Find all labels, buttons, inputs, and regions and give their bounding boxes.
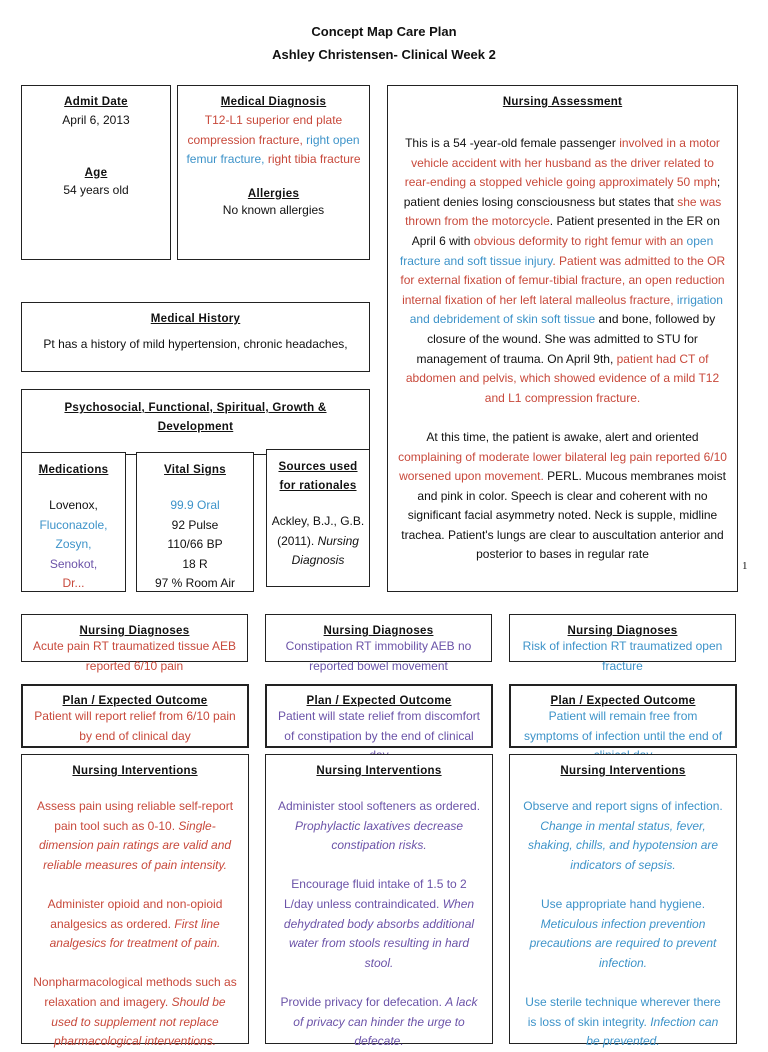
intervention-rationale: Infection can be prevented.	[586, 1014, 719, 1049]
assessment-segment: open fracture and soft tissue injury	[399, 233, 714, 268]
assessment-segment: patient had CT of abdomen and pelvis, which showed evidence of a mild T12 and L1 compression fracture.	[405, 351, 720, 405]
intervention-action: Use sterile technique wherever there is loss of skin integrity.	[525, 994, 721, 1029]
sources-text	[271, 512, 365, 571]
intervention-action: Administer opioid and non-opioid analgesics as ordered.	[47, 896, 223, 931]
plan-outcome-label: Plan / Expected Outcome	[550, 695, 696, 707]
intervention-action: Provide privacy for defecation.	[280, 994, 446, 1009]
age-value: 54 years old	[63, 182, 129, 197]
vital-sign-item: 99.9 Oral	[170, 498, 220, 512]
assessment-segment: and bone, followed by closure of the wound. She was admitted to STU for management of trauma. On April 9th,	[416, 312, 716, 366]
nursing-diagnosis-text: Acute pain RT traumatized tissue AEB reported 6/10 pain	[33, 639, 236, 673]
nursing-interventions-label: Nursing Interventions	[316, 765, 442, 777]
medications-label: Medications	[38, 464, 109, 476]
vital-sign-item: 110/66 BP	[167, 537, 223, 552]
medication-item: Lovenox,	[49, 498, 98, 512]
intervention-item	[276, 875, 482, 973]
vital-sign-item: 97 % Room Air	[154, 576, 236, 591]
intervention-item	[32, 973, 238, 1051]
assessment-segment: At this time, the patient is awake, alert and oriented	[426, 429, 699, 444]
diagnosis-part-3: right tibia fracture	[267, 152, 361, 167]
sources-citation: Ackley, B.J., G.B. (2011).	[271, 514, 365, 548]
allergies-label: Allergies	[247, 187, 300, 200]
assessment-segment: obvious deformity to right femur with an	[473, 233, 687, 248]
nursing-interventions-box	[509, 754, 737, 1049]
intervention-action: Administer stool softeners as ordered.	[277, 799, 481, 813]
intervention-rationale: Change in mental status, fever, shaking, chills, and hypotension are indicators of sepsis.	[527, 818, 719, 872]
admit-date-label: Admit Date	[64, 96, 128, 108]
vital-signs-box	[136, 452, 254, 592]
intervention-rationale: Should be used to supplement not replace pharmacological interventions.	[51, 994, 226, 1049]
diagnosis-part-2: right open femur fracture,	[186, 132, 360, 167]
intervention-rationale: When dehydrated body absorbs additional water from stools resulting in hard stool.	[283, 896, 475, 970]
plan-outcome-text: Patient will state relief from discomfort of constipation by the end of clinical	[277, 709, 481, 743]
assessment-paragraph-1	[397, 134, 728, 408]
intervention-rationale: Prophylactic laxatives decrease constipation risks.	[294, 818, 464, 853]
intervention-action: Use appropriate hand hygiene.	[540, 896, 706, 911]
medications-box	[21, 452, 126, 592]
nursing-diagnosis-box	[21, 614, 248, 673]
medical-history-label: Medical History	[150, 313, 241, 325]
page-number: 1	[742, 560, 748, 572]
medications-list	[22, 496, 125, 594]
plan-outcome-box	[265, 684, 493, 748]
intervention-rationale: Single-dimension pain ratings are valid and reliable measures of pain intensity.	[38, 818, 232, 872]
nursing-diagnosis-label: Nursing Diagnoses	[79, 625, 190, 637]
nursing-assessment-text	[397, 134, 728, 565]
medication-item: Dr...	[62, 576, 85, 591]
medical-history-text: Pt has a history of mild hypertension, chronic headaches,	[43, 337, 348, 351]
vital-signs-label: Vital Signs	[164, 464, 226, 476]
intervention-rationale: A lack of privacy can hinder the urge to defecate.	[293, 994, 478, 1049]
intervention-item	[520, 993, 726, 1052]
intervention-action: Assess pain using reliable self-report pain tool such as 0-10.	[36, 799, 234, 833]
medical-diagnosis-text	[186, 111, 361, 170]
nursing-diagnosis-label: Nursing Diagnoses	[567, 625, 678, 637]
intervention-item	[520, 895, 726, 973]
nursing-interventions-label: Nursing Interventions	[72, 765, 198, 777]
intervention-item	[32, 895, 238, 954]
medical-diagnosis-box	[177, 85, 370, 260]
nursing-diagnosis-text: Risk of infection RT traumatized open fracture	[522, 639, 723, 673]
intervention-action: Encourage fluid intake of 1.5 to 2 L/day unless contraindicated.	[283, 877, 467, 911]
assessment-paragraph-2	[397, 428, 728, 565]
intervention-rationale: Meticulous infection prevention precautions are required to prevent infection.	[529, 916, 717, 970]
intervention-item	[32, 797, 238, 875]
intervention-item	[520, 797, 726, 875]
vital-sign-item: 92 Pulse	[171, 517, 219, 532]
plan-outcome-label: Plan / Expected Outcome	[62, 695, 208, 707]
nursing-diagnosis-box	[265, 614, 492, 673]
intervention-action: Nonpharmacological methods such as relaxation and imagery.	[33, 975, 237, 1009]
plan-outcome-label: Plan / Expected Outcome	[306, 695, 452, 707]
assessment-segment: involved in a motor vehicle accident with her husband as the driver related to rear-ending a stopped vehicle going approximately 50 mph	[404, 136, 720, 190]
medical-diagnosis-label: Medical Diagnosis	[220, 96, 327, 108]
nursing-assessment-label: Nursing Assessment	[502, 96, 623, 108]
nursing-diagnosis-text: Constipation RT immobility AEB no reported bowel movement	[285, 639, 472, 673]
nursing-diagnosis-box	[509, 614, 736, 673]
plan-outcome-text: Patient will remain free from symptoms of infection until the end of	[523, 709, 723, 743]
plan-outcome-box	[509, 684, 737, 748]
assessment-segment: . Patient was admitted to the OR for external fixation of femur-tibial fracture, an open reduction internal fixation of her left lateral malleolus fracture,	[400, 253, 726, 307]
nursing-assessment-box	[387, 85, 738, 592]
psychosocial-label: Psychosocial, Functional, Spiritual, Growth & Development	[64, 402, 327, 433]
diagnosis-part-1: T12-L1 superior end plate compression fracture,	[187, 113, 343, 147]
allergies-value: No known allergies	[222, 202, 325, 217]
plan-outcome-text: Patient will report relief from 6/10 pain by end of clinical day	[34, 709, 236, 743]
medical-history-box	[21, 302, 370, 372]
plan-outcome-box	[21, 684, 249, 748]
nursing-diagnosis-label: Nursing Diagnoses	[323, 625, 434, 637]
intervention-item	[276, 993, 482, 1052]
assessment-segment: . Patient presented in the ER on April 6 with	[411, 214, 720, 248]
intervention-item	[276, 797, 482, 856]
assessment-segment: ; patient denies losing consciousness but states that	[403, 175, 721, 209]
assessment-segment: complaining of moderate lower bilateral leg pain reported 6/10 worsened upon movement.	[398, 449, 727, 484]
nursing-interventions-box	[265, 754, 493, 1049]
medication-item: Zosyn,	[55, 537, 92, 552]
intervention-action: Observe and report signs of infection.	[523, 799, 723, 813]
assessment-segment: This is a 54 -year-old female passenger	[405, 136, 620, 150]
nursing-interventions-box	[21, 754, 249, 1049]
document-subtitle: Ashley Christensen- Clinical Week 2	[272, 47, 496, 62]
sources-book-title: Nursing Diagnosis	[291, 533, 359, 568]
document-title: Concept Map Care Plan	[311, 24, 457, 39]
sources-label: Sources used for rationales	[278, 461, 358, 492]
medication-item: Fluconazole,	[39, 517, 108, 532]
admit-date-box	[21, 85, 171, 260]
assessment-segment: she was thrown from the motorcycle	[405, 194, 722, 229]
vital-sign-item: 18 R	[182, 556, 208, 571]
medication-item: Senokot,	[49, 556, 98, 571]
sources-box	[266, 449, 370, 587]
assessment-segment: PERL. Mucous membranes moist and pink in color. Speech is clear and coherent with no significant facial asymmetry noted. Neck is supple, midline trachea. Patient's lungs are clear to auscultation anterior and posterior to bases in regular rate	[401, 469, 726, 562]
age-label: Age	[84, 166, 108, 179]
assessment-segment: irrigation and debridement of skin soft tissue	[409, 292, 723, 327]
intervention-rationale: First line analgesics for treatment of pain.	[49, 916, 221, 951]
vital-signs-list	[137, 496, 253, 594]
psychosocial-box	[21, 389, 370, 455]
nursing-interventions-label: Nursing Interventions	[560, 765, 686, 777]
admit-date-value: April 6, 2013	[62, 113, 130, 127]
